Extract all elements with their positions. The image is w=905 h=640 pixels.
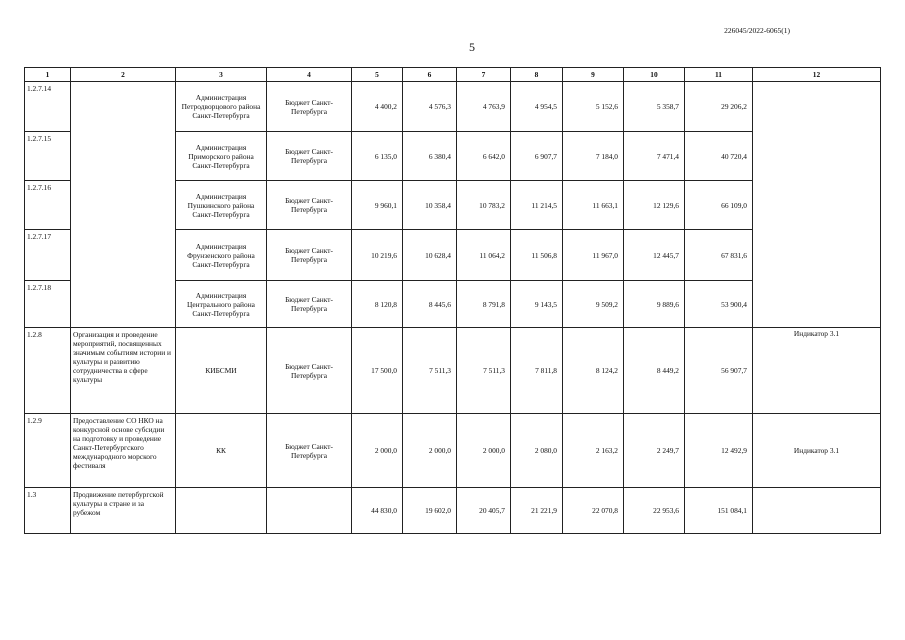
row-value: 9 889,6 xyxy=(624,281,685,328)
row-value: 9 143,5 xyxy=(511,281,563,328)
row-executor xyxy=(176,488,267,534)
row-value: 11 064,2 xyxy=(457,230,511,281)
table-row xyxy=(25,82,881,132)
row-value: 9 960,1 xyxy=(352,181,403,230)
row-indicator xyxy=(753,488,881,534)
row-value: 6 135,0 xyxy=(352,132,403,181)
header-cell: 9 xyxy=(563,68,624,82)
row-value: 4 763,9 xyxy=(457,82,511,132)
row-executor: Администрация Фрунзенского района Санкт-Петербурга xyxy=(176,230,267,281)
header-cell: 12 xyxy=(753,68,881,82)
row-source: Бюджет Санкт-Петербурга xyxy=(267,230,352,281)
row-value: 11 506,8 xyxy=(511,230,563,281)
row-executor: Администрация Приморского района Санкт-Петербурга xyxy=(176,132,267,181)
table-row xyxy=(25,328,881,414)
row-value: 4 954,5 xyxy=(511,82,563,132)
row-value: 8 791,8 xyxy=(457,281,511,328)
row-value: 11 967,0 xyxy=(563,230,624,281)
row-total: 12 492,9 xyxy=(685,414,753,488)
row-value: 7 511,3 xyxy=(403,328,457,414)
header-cell: 1 xyxy=(25,68,71,82)
row-name: Предоставление СО НКО на конкурсной основе субсидии на подготовку и проведение Санкт-Петербургского международного морского фестиваля xyxy=(71,414,176,488)
header-cell: 8 xyxy=(511,68,563,82)
row-value: 20 405,7 xyxy=(457,488,511,534)
row-value: 44 830,0 xyxy=(352,488,403,534)
row-source: Бюджет Санкт-Петербурга xyxy=(267,132,352,181)
row-value: 2 249,7 xyxy=(624,414,685,488)
row-value: 7 471,4 xyxy=(624,132,685,181)
header-cell: 7 xyxy=(457,68,511,82)
row-name-merged xyxy=(71,82,176,328)
table-row xyxy=(25,414,881,488)
row-value: 22 070,8 xyxy=(563,488,624,534)
row-executor: КК xyxy=(176,414,267,488)
row-total: 29 206,2 xyxy=(685,82,753,132)
row-code: 1.3 xyxy=(25,488,71,534)
row-executor: Администрация Пушкинского района Санкт-Петербурга xyxy=(176,181,267,230)
header-cell: 6 xyxy=(403,68,457,82)
row-value: 2 000,0 xyxy=(457,414,511,488)
row-code: 1.2.9 xyxy=(25,414,71,488)
row-code: 1.2.7.15 xyxy=(25,132,71,181)
row-value: 7 811,8 xyxy=(511,328,563,414)
row-total: 53 900,4 xyxy=(685,281,753,328)
row-code: 1.2.8 xyxy=(25,328,71,414)
row-value: 8 445,6 xyxy=(403,281,457,328)
header-cell: 5 xyxy=(352,68,403,82)
page-number: 5 xyxy=(469,40,475,54)
header-cell: 2 xyxy=(71,68,176,82)
header-cell: 10 xyxy=(624,68,685,82)
row-value: 2 163,2 xyxy=(563,414,624,488)
header-cell: 4 xyxy=(267,68,352,82)
row-value: 2 000,0 xyxy=(403,414,457,488)
row-value: 4 400,2 xyxy=(352,82,403,132)
row-code: 1.2.7.18 xyxy=(25,281,71,328)
table-row xyxy=(25,488,881,534)
row-value: 12 129,6 xyxy=(624,181,685,230)
row-executor: КИБСМИ xyxy=(176,328,267,414)
row-executor: Администрация Петродворцового района Санкт-Петербурга xyxy=(176,82,267,132)
row-indicator: Индикатор 3.1 xyxy=(753,328,881,414)
row-value: 7 511,3 xyxy=(457,328,511,414)
row-value: 5 152,6 xyxy=(563,82,624,132)
row-value: 2 000,0 xyxy=(352,414,403,488)
row-source: Бюджет Санкт-Петербурга xyxy=(267,328,352,414)
row-value: 5 358,7 xyxy=(624,82,685,132)
row-value: 10 783,2 xyxy=(457,181,511,230)
row-value: 7 184,0 xyxy=(563,132,624,181)
row-code: 1.2.7.16 xyxy=(25,181,71,230)
row-code: 1.2.7.17 xyxy=(25,230,71,281)
row-total: 40 720,4 xyxy=(685,132,753,181)
row-indicator-merged xyxy=(753,82,881,328)
row-total: 56 907,7 xyxy=(685,328,753,414)
row-total: 67 831,6 xyxy=(685,230,753,281)
row-total: 151 084,1 xyxy=(685,488,753,534)
row-indicator: Индикатор 3.1 xyxy=(753,414,881,488)
row-value: 4 576,3 xyxy=(403,82,457,132)
document-id: 226045/2022-6065(1) xyxy=(724,26,790,35)
row-source: Бюджет Санкт-Петербурга xyxy=(267,281,352,328)
row-value: 21 221,9 xyxy=(511,488,563,534)
row-value: 12 445,7 xyxy=(624,230,685,281)
row-value: 6 642,0 xyxy=(457,132,511,181)
row-name: Продвижение петербургской культуры в стране и за рубежом xyxy=(71,488,176,534)
row-value: 17 500,0 xyxy=(352,328,403,414)
row-source xyxy=(267,488,352,534)
row-value: 10 358,4 xyxy=(403,181,457,230)
row-value: 8 120,8 xyxy=(352,281,403,328)
row-source: Бюджет Санкт-Петербурга xyxy=(267,414,352,488)
row-code: 1.2.7.14 xyxy=(25,82,71,132)
row-value: 19 602,0 xyxy=(403,488,457,534)
row-value: 8 124,2 xyxy=(563,328,624,414)
row-value: 6 907,7 xyxy=(511,132,563,181)
row-total: 66 109,0 xyxy=(685,181,753,230)
header-row xyxy=(25,68,881,82)
row-value: 6 380,4 xyxy=(403,132,457,181)
row-executor: Администрация Центрального района Санкт-Петербурга xyxy=(176,281,267,328)
row-source: Бюджет Санкт-Петербурга xyxy=(267,82,352,132)
row-value: 22 953,6 xyxy=(624,488,685,534)
header-cell: 11 xyxy=(685,68,753,82)
row-value: 9 509,2 xyxy=(563,281,624,328)
row-value: 10 219,6 xyxy=(352,230,403,281)
row-source: Бюджет Санкт-Петербурга xyxy=(267,181,352,230)
budget-table xyxy=(24,67,881,534)
row-value: 8 449,2 xyxy=(624,328,685,414)
row-value: 11 663,1 xyxy=(563,181,624,230)
row-value: 2 080,0 xyxy=(511,414,563,488)
header-cell: 3 xyxy=(176,68,267,82)
row-name: Организация и проведение мероприятий, посвященных значимым событиям истории и культуры и развитию сотрудничества в сфере культуры xyxy=(71,328,176,414)
row-value: 10 628,4 xyxy=(403,230,457,281)
row-value: 11 214,5 xyxy=(511,181,563,230)
